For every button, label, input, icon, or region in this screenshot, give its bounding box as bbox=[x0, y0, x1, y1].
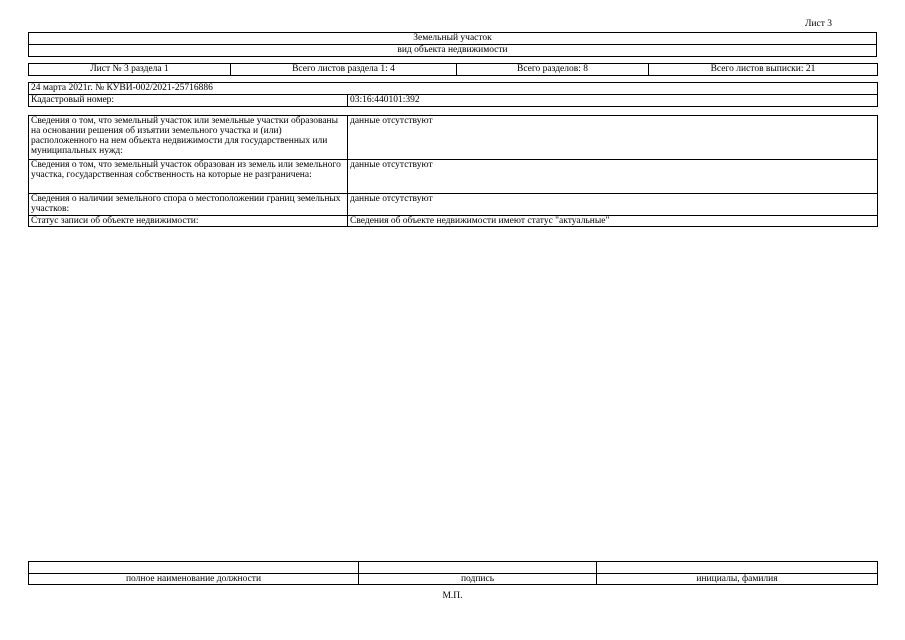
row-value: данные отсутствуют bbox=[348, 194, 878, 216]
table-row bbox=[29, 116, 878, 160]
position-caption: полное наименование должности bbox=[29, 574, 359, 585]
table-row bbox=[29, 194, 878, 216]
stamp-place-label: М.П. bbox=[442, 591, 463, 601]
object-type-header bbox=[28, 32, 877, 57]
object-subtitle: вид объекта недвижимости bbox=[29, 45, 877, 57]
cadastral-number-label: Кадастровый номер: bbox=[29, 95, 348, 107]
sheet-number-label: Лист 3 bbox=[804, 19, 832, 29]
row-value: данные отсутствуют bbox=[348, 116, 878, 160]
row-value: Сведения об объекте недвижимости имеют статус "актуальные" bbox=[348, 216, 878, 227]
details-table bbox=[28, 115, 878, 227]
table-row bbox=[29, 216, 878, 227]
table-row bbox=[29, 160, 878, 194]
sheet-counts-row bbox=[28, 63, 878, 76]
document-info bbox=[28, 82, 878, 107]
extract-sheets-total: Всего листов выписки: 21 bbox=[649, 64, 878, 76]
signature-caption: подпись bbox=[359, 574, 597, 585]
section-sheets-total: Всего листов раздела 1: 4 bbox=[231, 64, 457, 76]
row-label: Сведения о том, что земельный участок или земельные участки образованы на основании решения об изъятии земельного участка и (или) расположенного на нем объекта недвижимости для государственных или муниципальных нужд: bbox=[29, 116, 348, 160]
signature-field bbox=[359, 562, 597, 574]
sections-total: Всего разделов: 8 bbox=[457, 64, 649, 76]
row-label: Сведения о наличии земельного спора о местоположении границ земельных участков: bbox=[29, 194, 348, 216]
name-caption: инициалы, фамилия bbox=[597, 574, 878, 585]
sheet-of-section: Лист № 3 раздела 1 bbox=[29, 64, 231, 76]
name-field bbox=[597, 562, 878, 574]
date-and-number: 24 марта 2021г. № КУВИ-002/2021-25716886 bbox=[29, 83, 878, 95]
position-field bbox=[29, 562, 359, 574]
object-title: Земельный участок bbox=[29, 33, 877, 45]
row-label: Статус записи об объекте недвижимости: bbox=[29, 216, 348, 227]
row-value: данные отсутствуют bbox=[348, 160, 878, 194]
signature-block bbox=[28, 561, 878, 585]
row-label: Сведения о том, что земельный участок образован из земель или земельного участка, государственная собственность на которые не разграничена: bbox=[29, 160, 348, 194]
cadastral-number-value: 03:16:440101:392 bbox=[348, 95, 878, 107]
